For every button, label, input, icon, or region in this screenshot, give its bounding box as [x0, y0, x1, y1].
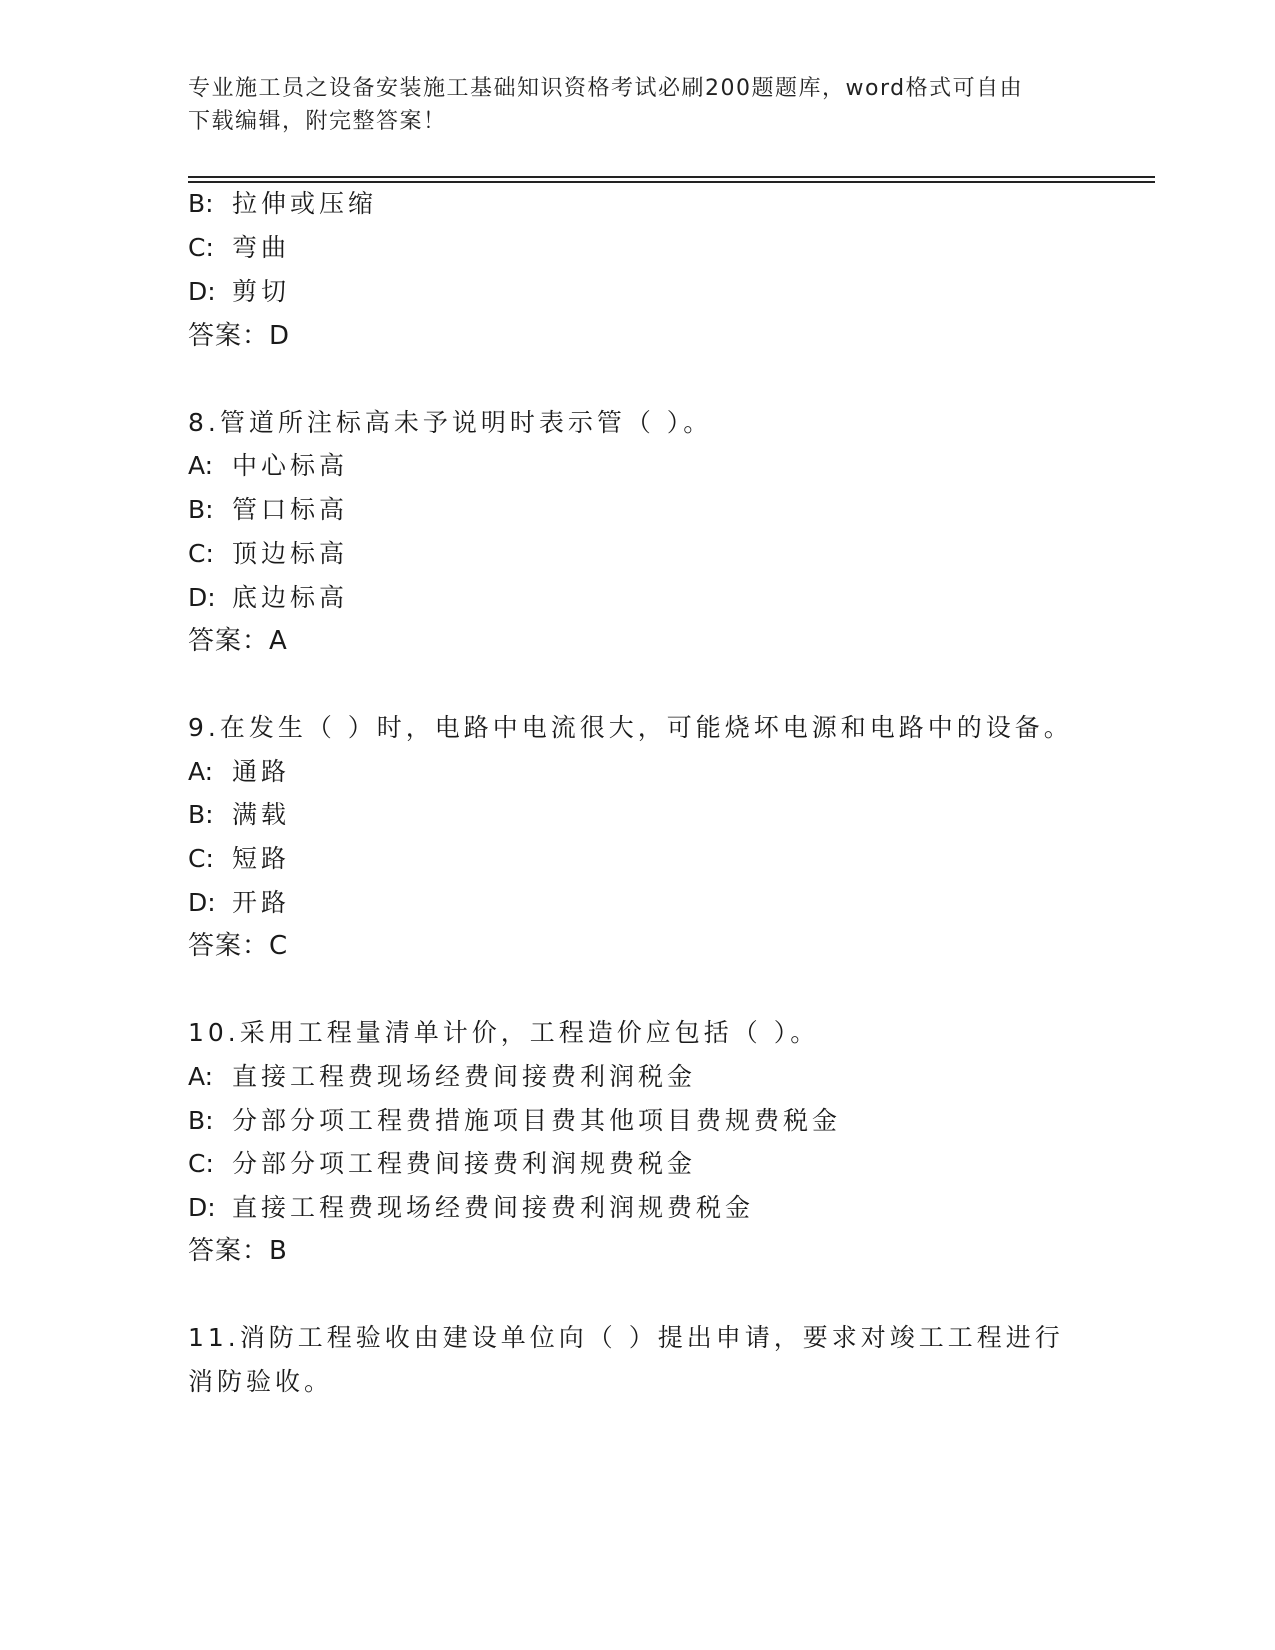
q9-option-c — [188, 842, 290, 876]
option-label: D: — [188, 277, 216, 306]
q8-option-a — [188, 449, 348, 483]
header-line-1: 专业施工员之设备安装施工基础知识资格考试必刷200题题库，word格式可自由 — [188, 76, 1024, 101]
q10-question: 10.采用工程量清单计价，工程造价应包括（ ）。 — [188, 1018, 820, 1047]
option-label: A: — [188, 757, 214, 786]
option-label: B: — [188, 800, 214, 829]
option-label: B: — [188, 495, 214, 524]
q8-option-d — [188, 581, 348, 615]
option-text: 顶边标高 — [232, 539, 349, 568]
q8-option-c — [188, 537, 348, 571]
document-header — [188, 72, 1078, 138]
option-text: 开路 — [232, 888, 291, 917]
q7-option-c — [188, 231, 290, 265]
option-label: C: — [188, 539, 214, 568]
header-line-2: 下载编辑，附完整答案！ — [188, 109, 447, 134]
q8-option-b — [188, 493, 348, 527]
option-text: 中心标高 — [232, 451, 349, 480]
q10-option-d — [188, 1191, 754, 1225]
q11-question-line-2: 消防验收。 — [188, 1367, 334, 1396]
q9-option-a — [188, 755, 290, 789]
option-label: B: — [188, 1106, 214, 1135]
q7-option-b — [188, 187, 377, 221]
q7-answer: 答案：D — [188, 321, 291, 351]
option-text: 通路 — [232, 757, 291, 786]
q9-answer: 答案：C — [188, 931, 289, 961]
q11-question-line-1: 11.消防工程验收由建设单位向（ ）提出申请，要求对竣工工程进行 — [188, 1323, 1064, 1352]
header-divider-bottom — [188, 181, 1155, 183]
option-label: C: — [188, 844, 214, 873]
q9-option-b — [188, 798, 290, 832]
option-text: 分部分项工程费措施项目费其他项目费规费税金 — [232, 1106, 842, 1135]
q10-option-c — [188, 1147, 696, 1181]
q10-option-b — [188, 1104, 841, 1138]
option-text: 底边标高 — [232, 583, 349, 612]
option-text: 满载 — [232, 800, 291, 829]
q8-answer: 答案：A — [188, 626, 288, 656]
option-text: 管口标高 — [232, 495, 349, 524]
option-label: A: — [188, 1062, 214, 1091]
q10-answer: 答案：B — [188, 1236, 288, 1266]
option-label: C: — [188, 233, 214, 262]
option-text: 剪切 — [232, 277, 291, 306]
option-label: C: — [188, 1149, 214, 1178]
q9-option-d — [188, 886, 290, 920]
option-text: 分部分项工程费间接费利润规费税金 — [232, 1149, 697, 1178]
option-text: 直接工程费现场经费间接费利润规费税金 — [232, 1193, 755, 1222]
header-divider-top — [188, 176, 1155, 178]
option-text: 拉伸或压缩 — [232, 189, 378, 218]
option-text: 弯曲 — [232, 233, 291, 262]
option-text: 直接工程费现场经费间接费利润税金 — [232, 1062, 697, 1091]
option-label: D: — [188, 888, 216, 917]
q7-option-d — [188, 275, 290, 309]
q8-question: 8.管道所注标高未予说明时表示管（ ）。 — [188, 408, 713, 437]
q10-option-a — [188, 1060, 696, 1094]
option-label: B: — [188, 189, 214, 218]
option-label: D: — [188, 583, 216, 612]
option-label: D: — [188, 1193, 216, 1222]
option-label: A: — [188, 451, 214, 480]
option-text: 短路 — [232, 844, 291, 873]
q9-question: 9.在发生（ ）时，电路中电流很大，可能烧坏电源和电路中的设备。 — [188, 713, 1073, 742]
